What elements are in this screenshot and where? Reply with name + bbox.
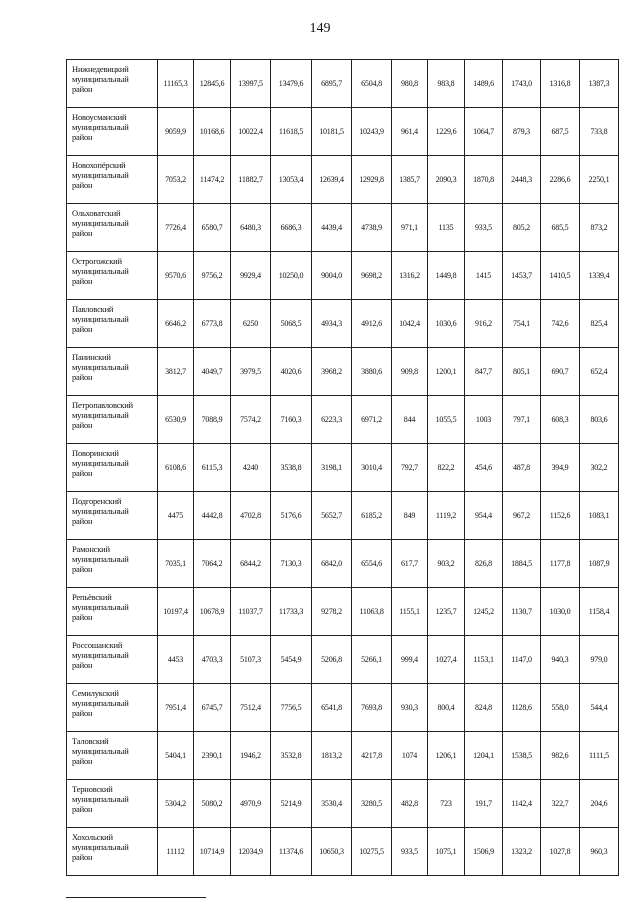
- district-name-line: Новохопёрский: [72, 160, 126, 170]
- value-cell: 4240: [231, 444, 271, 492]
- value-cell: 5652,7: [312, 492, 352, 540]
- value-cell: 9278,2: [312, 588, 352, 636]
- value-cell: 1030,0: [541, 588, 580, 636]
- value-cell: 7512,4: [231, 684, 271, 732]
- district-name-cell: [67, 156, 158, 204]
- table-row: [67, 300, 619, 348]
- value-cell: 1152,6: [541, 492, 580, 540]
- district-name-cell: [67, 348, 158, 396]
- value-cell: 1385,7: [392, 156, 428, 204]
- value-cell: 6480,3: [231, 204, 271, 252]
- value-cell: 3979,5: [231, 348, 271, 396]
- value-cell: 5176,6: [271, 492, 312, 540]
- value-cell: 11374,6: [271, 828, 312, 876]
- value-cell: 1074: [392, 732, 428, 780]
- value-cell: 4049,7: [194, 348, 231, 396]
- district-name-line: район: [72, 564, 93, 574]
- table-row: [67, 204, 619, 252]
- value-cell: 3880,6: [352, 348, 392, 396]
- value-cell: 12845,6: [194, 60, 231, 108]
- value-cell: 6185,2: [352, 492, 392, 540]
- value-cell: 7951,4: [158, 684, 194, 732]
- value-cell: 10181,5: [312, 108, 352, 156]
- value-cell: 7053,2: [158, 156, 194, 204]
- value-cell: 11165,3: [158, 60, 194, 108]
- district-name-line: муниципальный: [72, 266, 129, 276]
- value-cell: 1410,5: [541, 252, 580, 300]
- value-cell: 1003: [465, 396, 503, 444]
- table-row: [67, 540, 619, 588]
- value-cell: 1884,5: [503, 540, 541, 588]
- value-cell: 1229,6: [428, 108, 465, 156]
- district-name-line: Репьёвский: [72, 592, 112, 602]
- value-cell: 7160,3: [271, 396, 312, 444]
- district-name-line: Рамонский: [72, 544, 110, 554]
- district-name-line: Острогожский: [72, 256, 122, 266]
- value-cell: 6971,2: [352, 396, 392, 444]
- district-name-line: муниципальный: [72, 602, 129, 612]
- value-cell: 930,3: [392, 684, 428, 732]
- value-cell: 5107,3: [231, 636, 271, 684]
- district-name-line: муниципальный: [72, 554, 129, 564]
- district-name-cell: [67, 252, 158, 300]
- value-cell: 1153,1: [465, 636, 503, 684]
- value-cell: 10197,4: [158, 588, 194, 636]
- value-cell: 1489,6: [465, 60, 503, 108]
- value-cell: 487,8: [503, 444, 541, 492]
- value-cell: 4442,8: [194, 492, 231, 540]
- value-cell: 983,8: [428, 60, 465, 108]
- value-cell: 3280,5: [352, 780, 392, 828]
- value-cell: 6580,7: [194, 204, 231, 252]
- value-cell: 5454,9: [271, 636, 312, 684]
- value-cell: 10250,0: [271, 252, 312, 300]
- value-cell: 11063,8: [352, 588, 392, 636]
- value-cell: 982,6: [541, 732, 580, 780]
- district-name-cell: [67, 300, 158, 348]
- value-cell: 11733,3: [271, 588, 312, 636]
- value-cell: 844: [392, 396, 428, 444]
- district-name-line: Терновский: [72, 784, 113, 794]
- value-cell: 903,2: [428, 540, 465, 588]
- value-cell: 12929,8: [352, 156, 392, 204]
- district-name-line: Россошанский: [72, 640, 123, 650]
- value-cell: 792,7: [392, 444, 428, 492]
- value-cell: 1316,8: [541, 60, 580, 108]
- value-cell: 873,2: [580, 204, 619, 252]
- value-cell: 1316,2: [392, 252, 428, 300]
- district-name-cell: [67, 60, 158, 108]
- value-cell: 11474,2: [194, 156, 231, 204]
- value-cell: 5266,1: [352, 636, 392, 684]
- table-row: [67, 588, 619, 636]
- district-name-line: район: [72, 132, 93, 142]
- district-name-line: муниципальный: [72, 506, 129, 516]
- value-cell: 824,8: [465, 684, 503, 732]
- district-name-line: Петропавловский: [72, 400, 133, 410]
- value-cell: 1743,0: [503, 60, 541, 108]
- value-cell: 1339,4: [580, 252, 619, 300]
- district-name-line: район: [72, 804, 93, 814]
- value-cell: 879,3: [503, 108, 541, 156]
- value-cell: 3010,4: [352, 444, 392, 492]
- value-cell: 302,2: [580, 444, 619, 492]
- value-cell: 10275,5: [352, 828, 392, 876]
- value-cell: 1870,8: [465, 156, 503, 204]
- table-row: [67, 60, 619, 108]
- table-row: [67, 444, 619, 492]
- value-cell: 10168,6: [194, 108, 231, 156]
- value-cell: 2250,1: [580, 156, 619, 204]
- district-name-line: район: [72, 612, 93, 622]
- value-cell: 6554,6: [352, 540, 392, 588]
- value-cell: 1449,8: [428, 252, 465, 300]
- value-cell: 6745,7: [194, 684, 231, 732]
- value-cell: 5404,1: [158, 732, 194, 780]
- value-cell: 1158,4: [580, 588, 619, 636]
- value-cell: 1083,1: [580, 492, 619, 540]
- value-cell: 690,7: [541, 348, 580, 396]
- table-row: [67, 252, 619, 300]
- district-name-line: район: [72, 756, 93, 766]
- value-cell: 1245,2: [465, 588, 503, 636]
- value-cell: 1075,1: [428, 828, 465, 876]
- value-cell: 10714,9: [194, 828, 231, 876]
- value-cell: 558,0: [541, 684, 580, 732]
- value-cell: 1387,3: [580, 60, 619, 108]
- value-cell: 980,8: [392, 60, 428, 108]
- district-name-line: муниципальный: [72, 362, 129, 372]
- value-cell: 7726,4: [158, 204, 194, 252]
- table-row: [67, 780, 619, 828]
- district-name-line: муниципальный: [72, 746, 129, 756]
- district-name-line: Семилукский: [72, 688, 119, 698]
- value-cell: 4439,4: [312, 204, 352, 252]
- table-row: [67, 108, 619, 156]
- value-cell: 6844,2: [231, 540, 271, 588]
- value-cell: 960,3: [580, 828, 619, 876]
- value-cell: 3538,8: [271, 444, 312, 492]
- district-name-line: муниципальный: [72, 314, 129, 324]
- value-cell: 4453: [158, 636, 194, 684]
- value-cell: 1813,2: [312, 732, 352, 780]
- district-name-cell: [67, 396, 158, 444]
- value-cell: 754,1: [503, 300, 541, 348]
- value-cell: 394,9: [541, 444, 580, 492]
- value-cell: 742,6: [541, 300, 580, 348]
- value-cell: 608,3: [541, 396, 580, 444]
- value-cell: 4912,6: [352, 300, 392, 348]
- district-name-line: муниципальный: [72, 122, 129, 132]
- district-name-line: район: [72, 324, 93, 334]
- district-name-cell: [67, 492, 158, 540]
- value-cell: 1235,7: [428, 588, 465, 636]
- value-cell: 7693,8: [352, 684, 392, 732]
- district-name-cell: [67, 684, 158, 732]
- value-cell: 544,4: [580, 684, 619, 732]
- page-number: 149: [309, 21, 331, 36]
- value-cell: 687,5: [541, 108, 580, 156]
- district-name-line: Подгоренский: [72, 496, 122, 506]
- table-row: [67, 828, 619, 876]
- value-cell: 1027,8: [541, 828, 580, 876]
- value-cell: 5068,5: [271, 300, 312, 348]
- value-cell: 4970,9: [231, 780, 271, 828]
- value-cell: 12639,4: [312, 156, 352, 204]
- value-cell: 800,4: [428, 684, 465, 732]
- value-cell: 1042,4: [392, 300, 428, 348]
- district-name-line: Павловский: [72, 304, 114, 314]
- table-row: [67, 396, 619, 444]
- value-cell: 4703,3: [194, 636, 231, 684]
- value-cell: 4475: [158, 492, 194, 540]
- value-cell: 1030,6: [428, 300, 465, 348]
- value-cell: 1200,1: [428, 348, 465, 396]
- value-cell: 3530,4: [312, 780, 352, 828]
- district-name-line: муниципальный: [72, 218, 129, 228]
- value-cell: 826,8: [465, 540, 503, 588]
- value-cell: 3198,1: [312, 444, 352, 492]
- value-cell: 7088,9: [194, 396, 231, 444]
- district-name-line: Хохольский: [72, 832, 113, 842]
- value-cell: 1142,4: [503, 780, 541, 828]
- district-name-cell: [67, 108, 158, 156]
- value-cell: 9756,2: [194, 252, 231, 300]
- value-cell: 1119,2: [428, 492, 465, 540]
- value-cell: 13997,5: [231, 60, 271, 108]
- value-cell: 7035,1: [158, 540, 194, 588]
- value-cell: 6530,9: [158, 396, 194, 444]
- value-cell: 805,1: [503, 348, 541, 396]
- value-cell: 2390,1: [194, 732, 231, 780]
- value-cell: 7756,5: [271, 684, 312, 732]
- district-name-line: муниципальный: [72, 74, 129, 84]
- value-cell: 6108,6: [158, 444, 194, 492]
- value-cell: 13053,4: [271, 156, 312, 204]
- value-cell: 849: [392, 492, 428, 540]
- district-name-line: муниципальный: [72, 794, 129, 804]
- district-name-line: муниципальный: [72, 842, 129, 852]
- value-cell: 909,8: [392, 348, 428, 396]
- district-name-cell: [67, 828, 158, 876]
- value-cell: 1538,5: [503, 732, 541, 780]
- value-cell: 2448,3: [503, 156, 541, 204]
- district-name-line: район: [72, 660, 93, 670]
- value-cell: 1323,2: [503, 828, 541, 876]
- value-cell: 4217,8: [352, 732, 392, 780]
- district-name-line: Таловский: [72, 736, 109, 746]
- district-name-line: район: [72, 852, 93, 862]
- value-cell: 1087,9: [580, 540, 619, 588]
- value-cell: 4702,8: [231, 492, 271, 540]
- value-cell: 3968,2: [312, 348, 352, 396]
- value-cell: 1147,0: [503, 636, 541, 684]
- value-cell: 1506,9: [465, 828, 503, 876]
- value-cell: 6773,8: [194, 300, 231, 348]
- value-cell: 6686,3: [271, 204, 312, 252]
- value-cell: 10243,9: [352, 108, 392, 156]
- value-cell: 6115,3: [194, 444, 231, 492]
- value-cell: 11618,5: [271, 108, 312, 156]
- value-cell: 5304,2: [158, 780, 194, 828]
- value-cell: 4738,9: [352, 204, 392, 252]
- district-name-cell: [67, 732, 158, 780]
- value-cell: 1130,7: [503, 588, 541, 636]
- value-cell: 1204,1: [465, 732, 503, 780]
- value-cell: 1155,1: [392, 588, 428, 636]
- district-name-line: Нижнедевицкий: [72, 64, 129, 74]
- district-name-line: Панинский: [72, 352, 111, 362]
- value-cell: 685,5: [541, 204, 580, 252]
- value-cell: 916,2: [465, 300, 503, 348]
- value-cell: 7130,3: [271, 540, 312, 588]
- value-cell: 11037,7: [231, 588, 271, 636]
- table-row: [67, 732, 619, 780]
- value-cell: 971,1: [392, 204, 428, 252]
- district-name-cell: [67, 636, 158, 684]
- value-cell: 454,6: [465, 444, 503, 492]
- district-name-line: муниципальный: [72, 650, 129, 660]
- value-cell: 12034,9: [231, 828, 271, 876]
- district-name-line: район: [72, 84, 93, 94]
- value-cell: 2090,3: [428, 156, 465, 204]
- district-name-line: район: [72, 180, 93, 190]
- value-cell: 6842,0: [312, 540, 352, 588]
- district-name-line: Новоусманский: [72, 112, 127, 122]
- value-cell: 11112: [158, 828, 194, 876]
- district-name-line: район: [72, 276, 93, 286]
- district-name-line: муниципальный: [72, 170, 129, 180]
- value-cell: 9698,2: [352, 252, 392, 300]
- table-row: [67, 492, 619, 540]
- value-cell: 6646,2: [158, 300, 194, 348]
- value-cell: 482,8: [392, 780, 428, 828]
- value-cell: 847,7: [465, 348, 503, 396]
- value-cell: 9929,4: [231, 252, 271, 300]
- table-row: [67, 684, 619, 732]
- value-cell: 1415: [465, 252, 503, 300]
- value-cell: 1064,7: [465, 108, 503, 156]
- value-cell: 933,5: [392, 828, 428, 876]
- value-cell: 1111,5: [580, 732, 619, 780]
- value-cell: 1128,6: [503, 684, 541, 732]
- value-cell: 5080,2: [194, 780, 231, 828]
- district-name-cell: [67, 588, 158, 636]
- district-name-cell: [67, 204, 158, 252]
- value-cell: 933,5: [465, 204, 503, 252]
- value-cell: 652,4: [580, 348, 619, 396]
- district-name-line: район: [72, 516, 93, 526]
- value-cell: 5206,8: [312, 636, 352, 684]
- district-name-line: район: [72, 372, 93, 382]
- table-body: [67, 60, 619, 876]
- value-cell: 1055,5: [428, 396, 465, 444]
- value-cell: 733,8: [580, 108, 619, 156]
- value-cell: 1946,2: [231, 732, 271, 780]
- value-cell: 797,1: [503, 396, 541, 444]
- footnote-separator: [66, 897, 206, 898]
- value-cell: 979,0: [580, 636, 619, 684]
- value-cell: 7064,2: [194, 540, 231, 588]
- value-cell: 822,2: [428, 444, 465, 492]
- value-cell: 999,4: [392, 636, 428, 684]
- value-cell: 967,2: [503, 492, 541, 540]
- value-cell: 191,7: [465, 780, 503, 828]
- value-cell: 3812,7: [158, 348, 194, 396]
- value-cell: 825,4: [580, 300, 619, 348]
- value-cell: 805,2: [503, 204, 541, 252]
- district-name-cell: [67, 444, 158, 492]
- value-cell: 940,3: [541, 636, 580, 684]
- value-cell: 5214,9: [271, 780, 312, 828]
- district-name-cell: [67, 780, 158, 828]
- value-cell: 13479,6: [271, 60, 312, 108]
- value-cell: 10650,3: [312, 828, 352, 876]
- value-cell: 617,7: [392, 540, 428, 588]
- value-cell: 6541,8: [312, 684, 352, 732]
- value-cell: 803,6: [580, 396, 619, 444]
- value-cell: 9059,9: [158, 108, 194, 156]
- value-cell: 11882,7: [231, 156, 271, 204]
- value-cell: 3532,8: [271, 732, 312, 780]
- district-name-line: район: [72, 468, 93, 478]
- value-cell: 6250: [231, 300, 271, 348]
- value-cell: 1177,8: [541, 540, 580, 588]
- value-cell: 204,6: [580, 780, 619, 828]
- value-cell: 6895,7: [312, 60, 352, 108]
- value-cell: 6504,8: [352, 60, 392, 108]
- value-cell: 1453,7: [503, 252, 541, 300]
- table-row: [67, 348, 619, 396]
- district-name-line: Ольховатский: [72, 208, 121, 218]
- district-name-line: район: [72, 228, 93, 238]
- district-name-line: район: [72, 708, 93, 718]
- value-cell: 954,4: [465, 492, 503, 540]
- statistics-table: [66, 59, 619, 876]
- value-cell: 10022,4: [231, 108, 271, 156]
- value-cell: 322,7: [541, 780, 580, 828]
- value-cell: 1135: [428, 204, 465, 252]
- district-name-line: Поворинский: [72, 448, 119, 458]
- value-cell: 1027,4: [428, 636, 465, 684]
- value-cell: 4020,6: [271, 348, 312, 396]
- value-cell: 4934,3: [312, 300, 352, 348]
- district-name-cell: [67, 540, 158, 588]
- district-name-line: муниципальный: [72, 698, 129, 708]
- value-cell: 9570,6: [158, 252, 194, 300]
- value-cell: 1206,1: [428, 732, 465, 780]
- district-name-line: муниципальный: [72, 410, 129, 420]
- value-cell: 2286,6: [541, 156, 580, 204]
- district-name-line: район: [72, 420, 93, 430]
- value-cell: 10678,9: [194, 588, 231, 636]
- value-cell: 9004,0: [312, 252, 352, 300]
- value-cell: 7574,2: [231, 396, 271, 444]
- table-row: [67, 156, 619, 204]
- table-row: [67, 636, 619, 684]
- value-cell: 961,4: [392, 108, 428, 156]
- district-name-line: муниципальный: [72, 458, 129, 468]
- value-cell: 723: [428, 780, 465, 828]
- value-cell: 6223,3: [312, 396, 352, 444]
